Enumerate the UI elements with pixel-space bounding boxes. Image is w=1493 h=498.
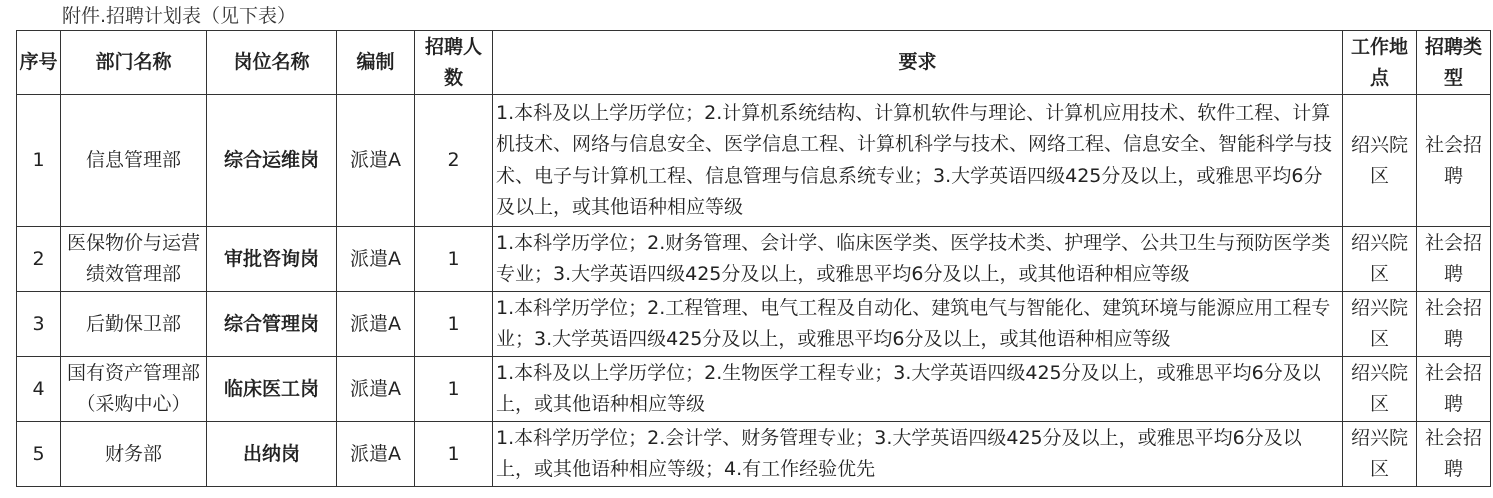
- cell-requirements: 1.本科学历学位；2.会计学、财务管理专业；3.大学英语四级425分及以上，或雅思平均6分及以上，或其他语种相应等级；4.有工作经验优先: [493, 422, 1343, 487]
- cell-count: 2: [415, 95, 493, 227]
- cell-type: 社会招聘: [1417, 95, 1491, 227]
- cell-type: 社会招聘: [1417, 422, 1491, 487]
- header-requirements: 要求: [493, 31, 1343, 95]
- cell-dept: 信息管理部: [61, 95, 207, 227]
- header-location: 工作地点: [1343, 31, 1417, 95]
- cell-staffing: 派遣A: [337, 357, 415, 422]
- cell-count: 1: [415, 357, 493, 422]
- header-type: 招聘类型: [1417, 31, 1491, 95]
- cell-dept: 财务部: [61, 422, 207, 487]
- cell-requirements: 1.本科学历学位；2.工程管理、电气工程及自动化、建筑电气与智能化、建筑环境与能源应用工程专业；3.大学英语四级425分及以上，或雅思平均6分及以上，或其他语种相应等级: [493, 292, 1343, 357]
- header-count: 招聘人数: [415, 31, 493, 95]
- cell-requirements: 1.本科及以上学历学位；2.计算机系统结构、计算机软件与理论、计算机应用技术、软件工程、计算机技术、网络与信息安全、医学信息工程、计算机科学与技术、网络工程、信息安全、智能科学与技术、电子与计算机工程、信息管理与信息系统专业；3.大学英语四级425分及以上，或雅思平均6分及以上，或其他语种相应等级: [493, 95, 1343, 227]
- table-row: [17, 292, 1491, 357]
- cell-no: 3: [17, 292, 61, 357]
- cell-staffing: 派遣A: [337, 227, 415, 292]
- cell-location: 绍兴院区: [1343, 357, 1417, 422]
- cell-position: 出纳岗: [207, 422, 337, 487]
- cell-position: 临床医工岗: [207, 357, 337, 422]
- cell-count: 1: [415, 227, 493, 292]
- cell-no: 2: [17, 227, 61, 292]
- header-dept: 部门名称: [61, 31, 207, 95]
- cell-location: 绍兴院区: [1343, 292, 1417, 357]
- cell-location: 绍兴院区: [1343, 227, 1417, 292]
- table-caption: 附件.招聘计划表（见下表）: [62, 5, 297, 27]
- cell-staffing: 派遣A: [337, 292, 415, 357]
- cell-requirements: 1.本科及以上学历学位；2.生物医学工程专业；3.大学英语四级425分及以上，或雅思平均6分及以上，或其他语种相应等级: [493, 357, 1343, 422]
- cell-dept: 医保物价与运营绩效管理部: [61, 227, 207, 292]
- header-no: 序号: [17, 31, 61, 95]
- table-row: [17, 227, 1491, 292]
- cell-count: 1: [415, 422, 493, 487]
- header-row: [17, 31, 1491, 95]
- cell-type: 社会招聘: [1417, 357, 1491, 422]
- cell-count: 1: [415, 292, 493, 357]
- cell-position: 审批咨询岗: [207, 227, 337, 292]
- table-row: [17, 95, 1491, 227]
- cell-no: 5: [17, 422, 61, 487]
- table-row: [17, 357, 1491, 422]
- cell-dept: 后勤保卫部: [61, 292, 207, 357]
- cell-requirements: 1.本科学历学位；2.财务管理、会计学、临床医学类、医学技术类、护理学、公共卫生与预防医学类专业；3.大学英语四级425分及以上，或雅思平均6分及以上，或其他语种相应等级: [493, 227, 1343, 292]
- cell-no: 1: [17, 95, 61, 227]
- cell-staffing: 派遣A: [337, 422, 415, 487]
- cell-staffing: 派遣A: [337, 95, 415, 227]
- cell-dept: 国有资产管理部（采购中心）: [61, 357, 207, 422]
- cell-position: 综合管理岗: [207, 292, 337, 357]
- cell-type: 社会招聘: [1417, 292, 1491, 357]
- cell-type: 社会招聘: [1417, 227, 1491, 292]
- cell-location: 绍兴院区: [1343, 422, 1417, 487]
- header-position: 岗位名称: [207, 31, 337, 95]
- header-staffing: 编制: [337, 31, 415, 95]
- recruitment-plan-table: [16, 30, 1491, 487]
- table-row: [17, 422, 1491, 487]
- cell-position: 综合运维岗: [207, 95, 337, 227]
- cell-location: 绍兴院区: [1343, 95, 1417, 227]
- cell-no: 4: [17, 357, 61, 422]
